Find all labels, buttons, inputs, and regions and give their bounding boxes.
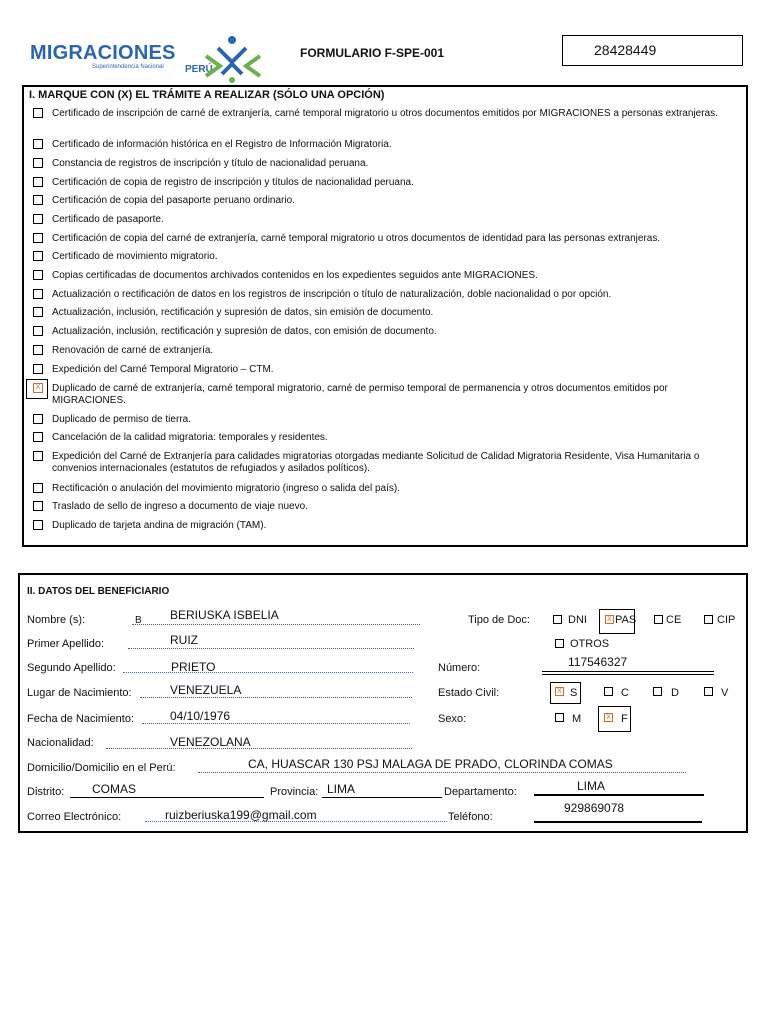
nombre-label: Nombre (s): bbox=[27, 614, 86, 626]
option-checkbox[interactable] bbox=[33, 289, 43, 299]
primer-apellido-underline bbox=[128, 648, 414, 649]
option-checkbox[interactable] bbox=[33, 345, 43, 355]
sexo-label: Sexo: bbox=[438, 713, 467, 725]
option-checkbox[interactable] bbox=[33, 233, 43, 243]
tramite-option[interactable] bbox=[30, 432, 742, 444]
option-checkbox[interactable] bbox=[33, 520, 43, 530]
tramite-option[interactable] bbox=[30, 214, 742, 226]
nacionalidad-value[interactable]: VENEZOLANA bbox=[170, 735, 251, 749]
sexo-checkbox-checked[interactable]: X bbox=[604, 713, 613, 722]
option-checkbox[interactable] bbox=[33, 501, 43, 511]
tramite-option[interactable] bbox=[30, 307, 742, 319]
departamento-underline bbox=[534, 794, 704, 796]
option-checkbox[interactable] bbox=[33, 139, 43, 149]
doc-type-label: CE bbox=[666, 614, 682, 626]
tramite-option[interactable] bbox=[30, 139, 742, 151]
primer-apellido-value[interactable]: RUIZ bbox=[170, 633, 198, 647]
tramite-option[interactable] bbox=[30, 108, 742, 120]
tramite-option[interactable] bbox=[30, 345, 742, 357]
option-label: Certificado de pasaporte. bbox=[52, 214, 164, 225]
option-label: Rectificación o anulación del movimiento migratorio (ingreso o salida del país). bbox=[52, 483, 400, 494]
tramite-option-selected[interactable] bbox=[30, 383, 742, 407]
option-checkbox[interactable] bbox=[33, 195, 43, 205]
tramite-option[interactable] bbox=[30, 158, 742, 170]
correo-value[interactable]: ruizberiuska199@gmail.com bbox=[165, 808, 317, 822]
estado-civil-checkbox[interactable] bbox=[653, 687, 662, 696]
tramite-option[interactable] bbox=[30, 364, 742, 376]
option-checkbox[interactable] bbox=[33, 432, 43, 442]
doc-type-checkbox-checked[interactable]: X bbox=[605, 615, 614, 624]
primer-apellido-label: Primer Apellido: bbox=[27, 638, 105, 650]
option-checkbox[interactable] bbox=[33, 451, 43, 461]
estado-civil-option-label: V bbox=[721, 687, 729, 699]
doc-type-label: OTROS bbox=[570, 638, 610, 650]
doc-type-checkbox[interactable] bbox=[654, 615, 663, 624]
doc-type-checkbox[interactable] bbox=[704, 615, 713, 624]
option-checkbox[interactable] bbox=[33, 108, 43, 118]
option-checkbox[interactable] bbox=[33, 364, 43, 374]
option-label: Certificación de copia del pasaporte peruano ordinario. bbox=[52, 195, 295, 206]
option-label: Actualización, inclusión, rectificación y supresión de datos, sin emisión de documento. bbox=[52, 307, 434, 318]
section-beneficiario-title: II. DATOS DEL BENEFICIARIO bbox=[27, 586, 170, 597]
option-label: Traslado de sello de ingreso a documento de viaje nuevo. bbox=[52, 501, 308, 512]
provincia-underline bbox=[322, 797, 442, 798]
nombre-underline bbox=[132, 624, 420, 625]
nacionalidad-underline bbox=[106, 748, 412, 749]
tramite-option[interactable] bbox=[30, 289, 742, 301]
segundo-apellido-value[interactable]: PRIETO bbox=[171, 660, 216, 674]
option-checkbox[interactable] bbox=[33, 251, 43, 261]
form-number: 28428449 bbox=[594, 42, 657, 58]
telefono-value[interactable]: 929869078 bbox=[564, 801, 625, 815]
telefono-underline bbox=[534, 821, 702, 823]
fecha-nacimiento-label: Fecha de Nacimiento: bbox=[27, 713, 134, 725]
tramite-option[interactable] bbox=[30, 251, 742, 263]
domicilio-label: Domicilio/Domicilio en el Perú: bbox=[27, 762, 176, 774]
segundo-apellido-underline bbox=[123, 672, 413, 673]
option-label: Certificado de movimiento migratorio. bbox=[52, 251, 218, 262]
doc-type-label: PAS bbox=[615, 614, 637, 626]
lugar-nacimiento-label: Lugar de Nacimiento: bbox=[27, 687, 132, 699]
option-checkbox[interactable] bbox=[33, 307, 43, 317]
tramite-option[interactable] bbox=[30, 195, 742, 207]
option-checkbox[interactable] bbox=[33, 177, 43, 187]
option-label: Duplicado de permiso de tierra. bbox=[52, 414, 191, 425]
option-label: Duplicado de carné de extranjería, carné temporal migratorio, carné de permiso temporal de permanencia y otros documentos emitidos por MIGRACIONES. bbox=[52, 383, 668, 406]
numero-value[interactable]: 117546327 bbox=[568, 655, 628, 669]
logo-country: PERÚ bbox=[185, 64, 213, 75]
section-tramite bbox=[22, 85, 748, 547]
nacionalidad-label: Nacionalidad: bbox=[27, 737, 94, 749]
provincia-value[interactable]: LIMA bbox=[327, 782, 356, 796]
fecha-nacimiento-underline bbox=[142, 723, 410, 724]
lugar-nacimiento-value[interactable]: VENEZUELA bbox=[170, 683, 242, 697]
migraciones-emblem-icon bbox=[198, 34, 268, 84]
tramite-option[interactable] bbox=[30, 270, 742, 282]
segundo-apellido-label: Segundo Apellido: bbox=[27, 662, 116, 674]
distrito-underline bbox=[70, 797, 264, 798]
tramite-option[interactable] bbox=[30, 326, 742, 338]
doc-type-label: CIP bbox=[717, 614, 736, 626]
nombre-prefix: B bbox=[135, 615, 142, 626]
option-checkbox[interactable] bbox=[33, 414, 43, 424]
sexo-checkbox[interactable] bbox=[555, 713, 564, 722]
option-checkbox[interactable] bbox=[33, 483, 43, 493]
form-number-box bbox=[562, 35, 743, 66]
correo-label: Correo Electrónico: bbox=[27, 811, 122, 823]
option-label: Actualización o rectificación de datos en los registros de inscripción o título de naturalización, doble nacionalidad o por opción. bbox=[52, 289, 612, 300]
option-label: Expedición del Carné Temporal Migratorio – CTM. bbox=[52, 364, 274, 375]
numero-underline-2 bbox=[542, 674, 714, 675]
migraciones-logo bbox=[30, 34, 270, 84]
tramite-option[interactable] bbox=[30, 177, 742, 189]
sexo-option-label: F bbox=[621, 713, 628, 725]
option-label: Certificado de información histórica en el Registro de Información Migratoria. bbox=[52, 139, 392, 150]
option-label: Expedición del Carné de Extranjería para calidades migratorias otorgadas mediante Solicitud de Calidad Migratoria Residente, Visa Humanitaria o convenios internacionales (estatutos de refugiados y asilados políticos). bbox=[52, 451, 700, 474]
estado-civil-option-label: C bbox=[621, 687, 629, 699]
distrito-label: Distrito: bbox=[27, 786, 65, 798]
tramite-option[interactable] bbox=[30, 414, 742, 426]
logo-text: MIGRACIONES bbox=[30, 42, 176, 64]
distrito-value[interactable]: COMAS bbox=[92, 782, 137, 796]
option-checkbox[interactable] bbox=[33, 158, 43, 168]
tramite-option[interactable] bbox=[30, 483, 742, 495]
option-checkbox[interactable] bbox=[33, 326, 43, 336]
lugar-nacimiento-underline bbox=[140, 697, 412, 698]
estado-civil-option-label: D bbox=[671, 687, 679, 699]
option-label: Renovación de carné de extranjería. bbox=[52, 345, 214, 356]
option-label: Actualización, inclusión, rectificación y supresión de datos, con emisión de documento. bbox=[52, 326, 437, 337]
estado-civil-checkbox[interactable] bbox=[704, 687, 713, 696]
telefono-label: Teléfono: bbox=[448, 811, 493, 823]
departamento-value[interactable]: LIMA bbox=[577, 779, 606, 793]
section-beneficiario bbox=[18, 573, 748, 833]
section-tramite-title: I. MARQUE CON (X) EL TRÁMITE A REALIZAR (SÓLO UNA OPCIÓN) bbox=[29, 89, 385, 101]
doc-type-checkbox[interactable] bbox=[553, 615, 562, 624]
option-checkbox[interactable] bbox=[33, 214, 43, 224]
doc-type-label: DNI bbox=[568, 614, 587, 626]
tipo-doc-label: Tipo de Doc: bbox=[468, 614, 530, 626]
estado-civil-checkbox[interactable] bbox=[604, 687, 613, 696]
provincia-label: Provincia: bbox=[270, 786, 319, 798]
tramite-option[interactable] bbox=[30, 451, 742, 475]
sexo-option-label: M bbox=[572, 713, 582, 725]
option-label: Copias certificadas de documentos archivados contenidos en los expedientes seguidos ante MIGRACIONES. bbox=[52, 270, 538, 281]
option-label: Duplicado de tarjeta andina de migración (TAM). bbox=[52, 520, 267, 531]
form-title: FORMULARIO F-SPE-001 bbox=[300, 46, 445, 60]
estado-civil-label: Estado Civil: bbox=[438, 687, 500, 699]
tramite-option[interactable] bbox=[30, 501, 742, 513]
estado-civil-option-label: S bbox=[570, 687, 578, 699]
departamento-label: Departamento: bbox=[444, 786, 517, 798]
tramite-option[interactable] bbox=[30, 233, 742, 245]
fecha-nacimiento-value[interactable]: 04/10/1976 bbox=[170, 709, 231, 723]
numero-underline-1 bbox=[542, 671, 714, 672]
option-label: Constancia de registros de inscripción y título de nacionalidad peruana. bbox=[52, 158, 369, 169]
option-label: Certificación de copia del carné de extranjería, carné temporal migratorio u otros documentos de identidad para las personas extranjeras. bbox=[52, 233, 661, 244]
option-label: Certificación de copia de registro de inscripción y títulos de nacionalidad peruana. bbox=[52, 177, 414, 188]
option-label: Cancelación de la calidad migratoria: temporales y residentes. bbox=[52, 432, 328, 443]
option-checkbox[interactable] bbox=[33, 270, 43, 280]
domicilio-underline bbox=[198, 772, 686, 773]
nombre-value[interactable]: BERIUSKA ISBELIA bbox=[170, 608, 279, 622]
option-checkbox-checked[interactable]: X bbox=[33, 383, 43, 393]
domicilio-value[interactable]: CA, HUASCAR 130 PSJ MALAGA DE PRADO, CLORINDA COMAS bbox=[248, 757, 613, 771]
correo-underline bbox=[145, 821, 447, 822]
numero-label: Número: bbox=[438, 662, 481, 674]
doc-type-checkbox[interactable] bbox=[555, 639, 564, 648]
option-label: Certificado de inscripción de carné de extranjería, carné temporal migratorio u otros documentos emitidos por MIGRACIONES a personas extranjeras. bbox=[52, 108, 718, 119]
logo-subtitle: Superintendencia Nacional bbox=[92, 64, 164, 70]
tramite-option[interactable] bbox=[30, 520, 742, 532]
estado-civil-checkbox-checked[interactable]: X bbox=[555, 687, 564, 696]
